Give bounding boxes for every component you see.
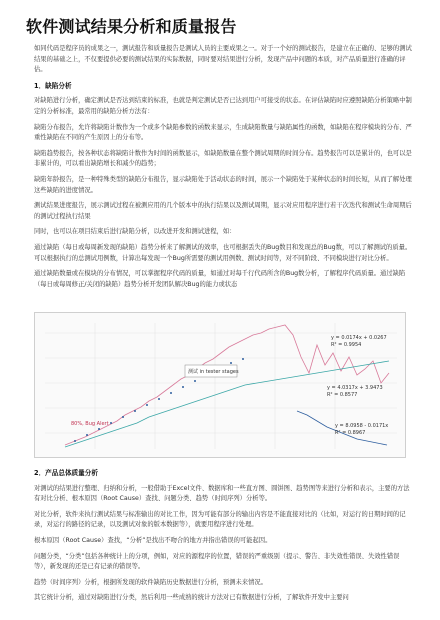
section1-p4: 缺陷年龄报告，是一种特殊类型的缺陷分布报告，显示缺陷处于活动状态的时间，展示一个缺陷处于某种状态的时间长短，从而了解处理这些缺陷的进度情况。: [34, 175, 412, 194]
defect-trend-chart: [35, 313, 407, 459]
defect-trend-figure: [34, 312, 406, 458]
upper-body: [34, 44, 412, 295]
lower-body: [34, 464, 412, 609]
section1-p1: 对缺陷进行分析，确定测试是否达到结束的标准，也就是判定测试是否已达到用户可接受的状态。在评估缺陷时应遵照缺陷分析策略中制定的分析标准，最常用的缺陷分析方法有：: [34, 97, 412, 115]
section1-p7: 通过缺陷（每日或每周新发现的缺陷）趋势分析来了解测试的效率，也可根据丢失的Bug数目和发现总的Bug数，可以了解测试的质量。可以根据执行的总测试用例数，计算出每发现一个Bug所需要的测试用例数、测试时间等，对不同阶段、不同模块进行对比分析。: [34, 243, 412, 262]
section2-p1: 对测试的结果进行整理、归纳和分析，一般借助于Excel文件、数据库和一些直方图、圆饼图、趋势图等来进行分析和表示，主要的方法有对比分析、根本原因（Root Cause）查找、问题分类、趋势（时间序列）分析等。: [34, 484, 410, 503]
annotation-r1: R² = 0.9954: [331, 342, 362, 348]
annotation-r2: R² = 0.8577: [327, 392, 358, 398]
section2-heading: 2．产品总体质量分析: [34, 469, 98, 477]
annotation-eq3: y = 8.0958 - 0.0171x: [335, 423, 389, 429]
annotation-eq2: y = 4.0317x + 3.9473: [327, 385, 383, 391]
intro-paragraph: 如同代码是程序员的成果之一，测试报告和质量报告是测试人员的主要成果之一。对于一个好的测试报告，是建立在正确的、足够的测试结果的基础之上，不仅要提供必要的测试结果的实际数据，同时要对结果进行分析，发现产品中问题的本质，对产品质量进行准确的评估。: [34, 45, 412, 74]
section1-p6: 同时，也可以在项目结束后进行缺陷分析，以改进开发和测试进程，如：: [34, 228, 236, 236]
phase-label: 测试 in tester stages: [188, 369, 239, 375]
annotation-eq1: y = 0.0174x + 0.0267: [331, 335, 387, 341]
section2-p3: 根本原因（Root Cause）查找，“分析”是找出不吻合的地方并指出错误的可能起因。: [34, 536, 272, 544]
section1-p5: 测试结果进度报告，展示测试过程在被测应用的几个版本中的执行结果以及测试周期，显示对应用程序进行若干次迭代和测试生命周期后的测试过程执行结果: [34, 202, 412, 220]
section1-p8: 通过缺陷数量或在模块的分布情况，可以掌握程序代码的质量，如通过对每千行代码所含的Bug数分析，了解程序代码质量。通过缺陷（每日或每周修正/关闭的缺陷）趋势分析开发团队解决Bug的能力或状态: [34, 270, 406, 288]
bug-alert-label: 80%, Bug Alert: [71, 421, 109, 427]
section2-p2: 对比分析，软件来执行测试结果与标准输出的对比工作，因为可能有部分的输出内容是不能直接对比的（比如，对运行的日期时间的记录，对运行的路径的记录，以及测试对象的版本数据等），就要用程序进行处理。: [34, 510, 406, 529]
page-title: 软件测试结果分析和质量报告: [26, 17, 237, 36]
annotation-r3: R² = 0.8967: [335, 430, 366, 436]
section2-p4: 问题分类，“分类”包括各种统计上的分项，例如，对应的源程序的位置，错误的严重级别（提示、警告、非失效性错误、失效性错误等），新发现的还是已有记录的错误等。: [34, 552, 400, 571]
section1-p2: 缺陷分布报告，允许将缺陷计数作为一个或多个缺陷参数的函数来显示，生成缺陷数量与缺陷属性的函数，如缺陷在程序模块的分布、严重性缺陷在不同的产生原因上的分布等。: [34, 123, 412, 142]
section1-p3: 缺陷趋势报告，按各种状态将缺陷计数作为时间的函数显示，如缺陷数量在整个测试周期的时间分布。趋势报告可以是累计的，也可以是非累计的，可以看出缺陷增长和减少的趋势；: [34, 149, 412, 168]
section2-p6: 其它统计分析，通过对缺陷进行分类，然后利用一些成熟的统计方法对已有数据进行分析，了解软件开发中主要问: [34, 594, 349, 602]
section2-p5: 趋势（时间序列）分析，根据所发现的软件缺陷历史数据进行分析，预测未来情况。: [34, 578, 267, 586]
section1-heading: 1．缺陷分析: [34, 81, 72, 90]
